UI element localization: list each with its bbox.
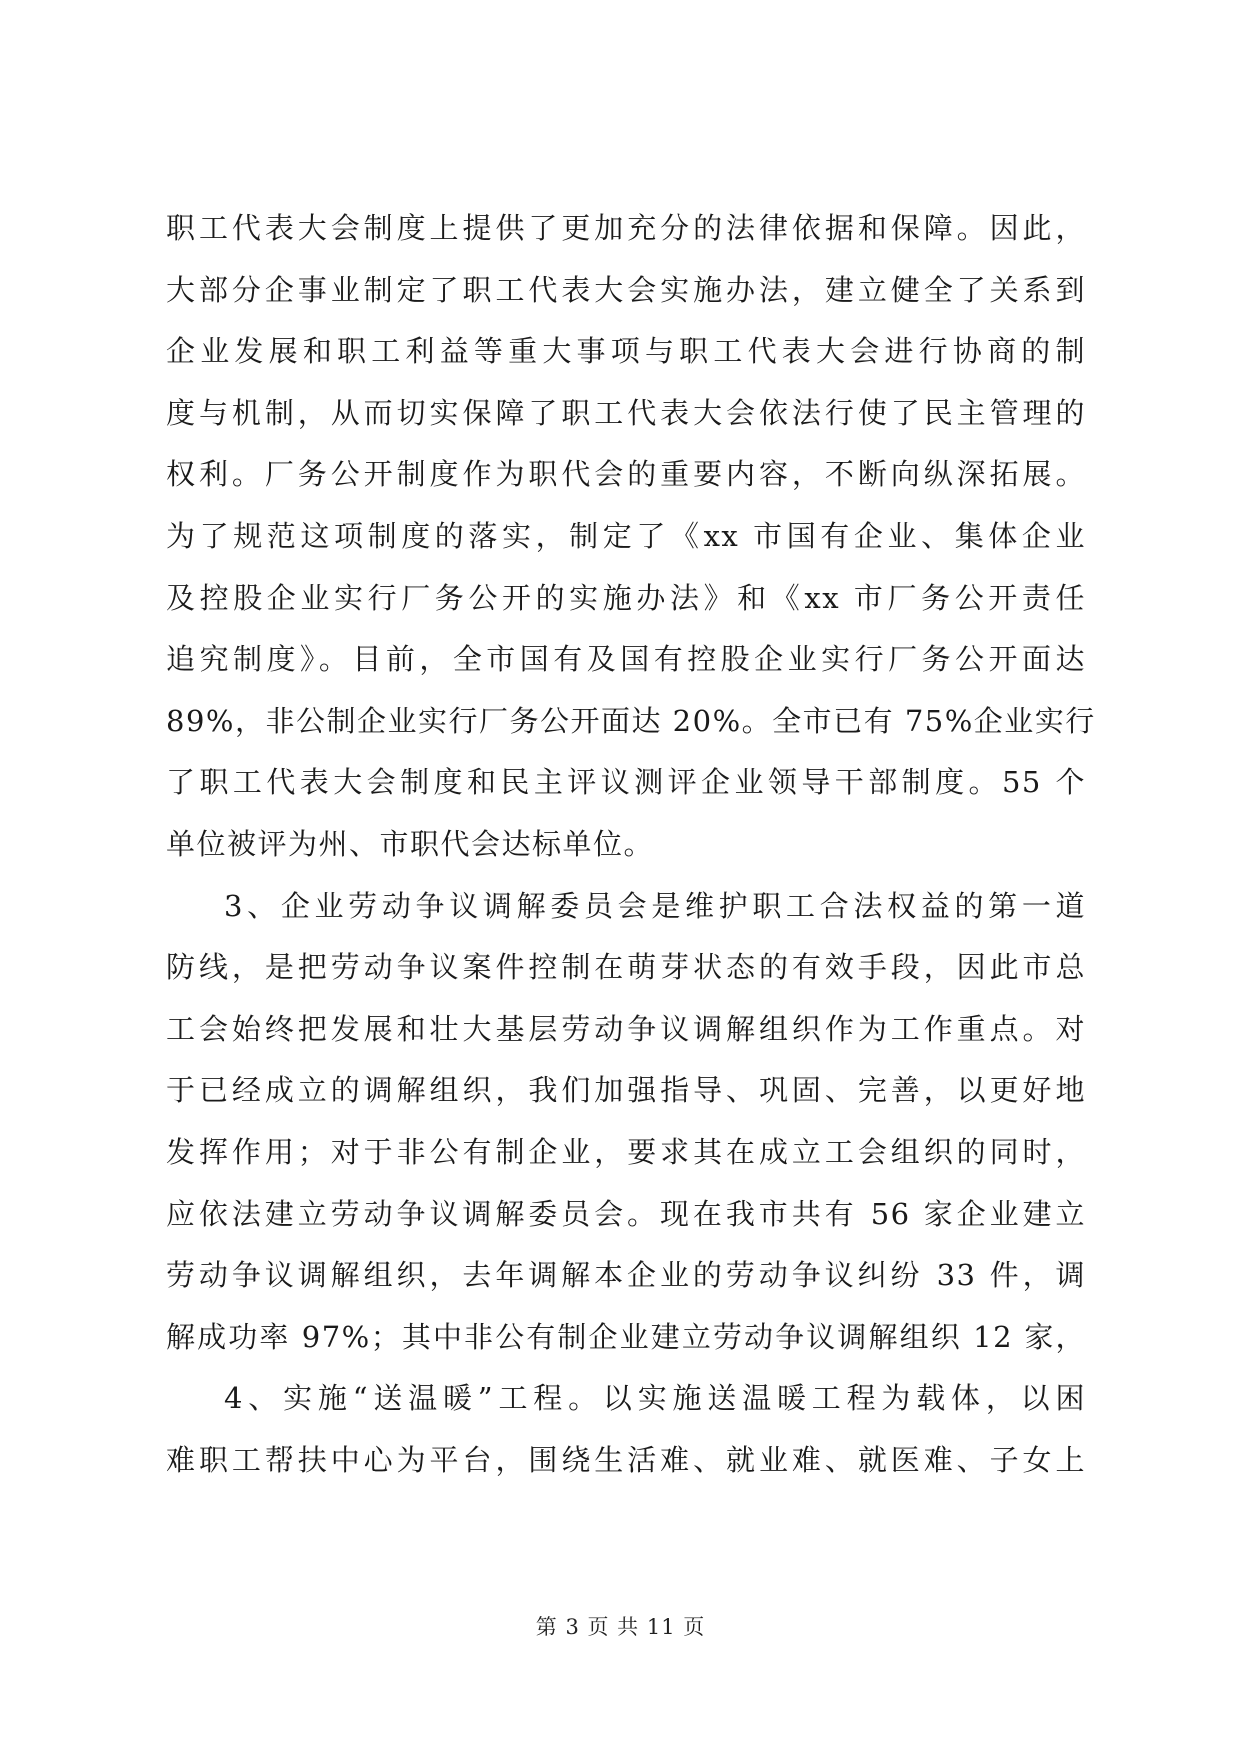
text-line: 于已经成立的调解组织，我们加强指导、巩固、完善，以更好地	[166, 1073, 1086, 1108]
text-line: 职工代表大会制度上提供了更加充分的法律依据和保障。因此，	[166, 211, 1086, 245]
page-footer: 第 3 页 共 11 页	[535, 1615, 706, 1639]
text-line: 及控股企业实行厂务公开的实施办法》和《xx 市厂务公开责任	[166, 580, 1086, 615]
text-line: 企业发展和职工利益等重大事项与职工代表大会进行协商的制	[166, 334, 1086, 369]
text-line: 3、企业劳动争议调解委员会是维护职工合法权益的第一道	[224, 888, 1086, 923]
text-line: 权利。厂务公开制度作为职代会的重要内容，不断向纵深拓展。	[166, 457, 1086, 492]
text-line: 4、实施“送温暖”工程。以实施送温暖工程为载体，以困	[224, 1381, 1086, 1416]
text-line: 解成功率 97%；其中非公有制企业建立劳动争议调解组织 12 家，	[166, 1319, 1086, 1354]
body-text	[166, 198, 1096, 1491]
text-line: 防线，是把劳动争议案件控制在萌芽状态的有效手段，因此市总	[166, 950, 1086, 985]
text-line: 难职工帮扶中心为平台，围绕生活难、就业难、就医难、子女上	[166, 1442, 1086, 1477]
text-line: 为了规范这项制度的落实，制定了《xx 市国有企业、集体企业	[166, 518, 1086, 553]
text-line: 追究制度》。目前，全市国有及国有控股企业实行厂务公开面达	[166, 642, 1086, 677]
text-line: 应依法建立劳动争议调解委员会。现在我市共有 56 家企业建立	[166, 1196, 1086, 1231]
text-line: 劳动争议调解组织，去年调解本企业的劳动争议纠纷 33 件，调	[166, 1258, 1086, 1293]
text-line: 89%，非公制企业实行厂务公开面达 20%。全市已有 75%企业实行	[166, 703, 1096, 738]
text-line: 了职工代表大会制度和民主评议测评企业领导干部制度。55 个	[166, 765, 1086, 800]
text-line: 大部分企事业制定了职工代表大会实施办法，建立健全了关系到	[166, 272, 1086, 307]
text-line: 发挥作用；对于非公有制企业，要求其在成立工会组织的同时，	[166, 1134, 1086, 1169]
text-line: 度与机制，从而切实保障了职工代表大会依法行使了民主管理的	[166, 395, 1086, 430]
text-line: 单位被评为州、市职代会达标单位。	[166, 826, 655, 861]
text-line: 工会始终把发展和壮大基层劳动争议调解组织作为工作重点。对	[166, 1011, 1086, 1046]
